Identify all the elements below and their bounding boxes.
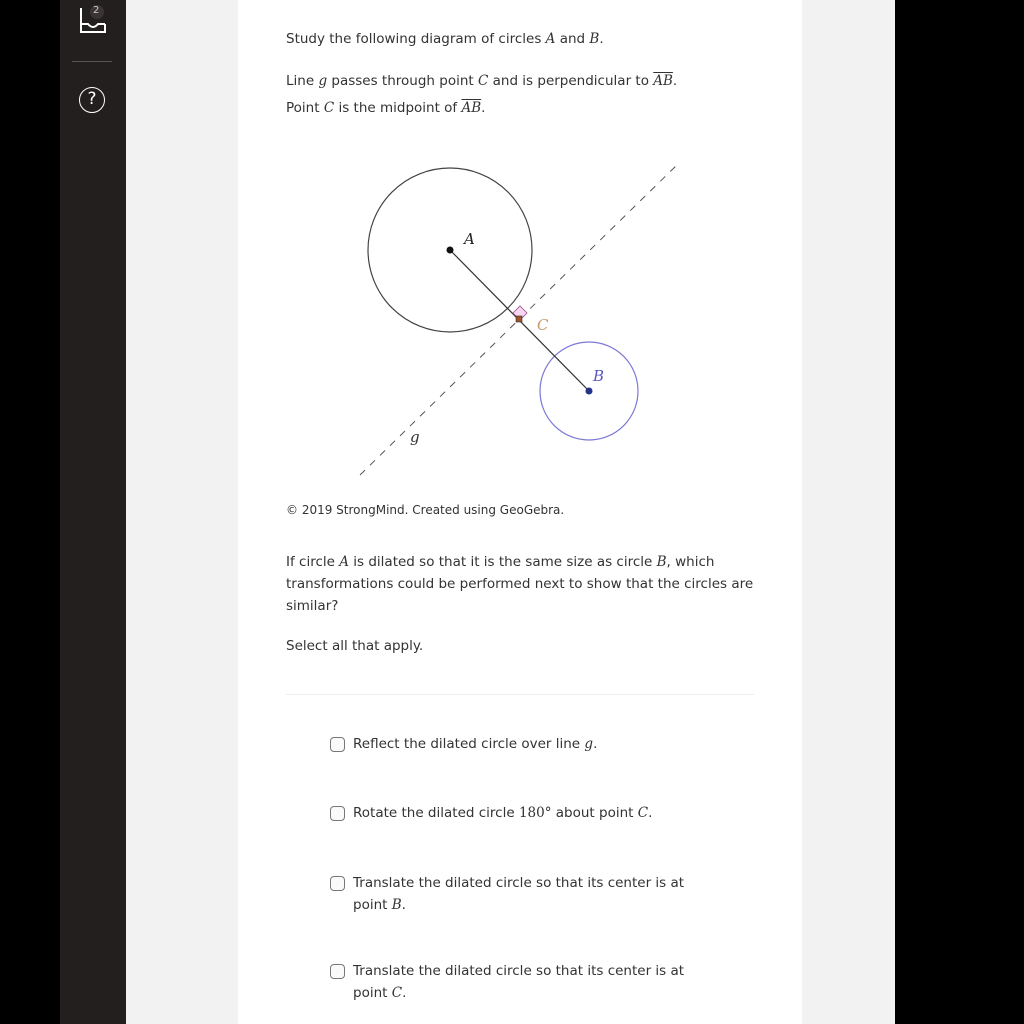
instruction-text: Select all that apply. bbox=[286, 638, 424, 654]
option-translate-b[interactable]: Translate the dilated circle so that its center is at point B. bbox=[330, 872, 690, 916]
point-b bbox=[586, 388, 593, 395]
checkbox[interactable] bbox=[330, 964, 345, 979]
help-button[interactable] bbox=[79, 87, 105, 113]
geometry-diagram bbox=[238, 0, 802, 500]
label-c: C bbox=[537, 316, 549, 334]
question-prompt: If circle A is dilated so that it is the same size as circle B, which transformations could be performed next to show that the circles are similar? bbox=[286, 554, 754, 614]
option-reflect[interactable]: Reflect the dilated circle over line g. bbox=[330, 733, 710, 755]
left-gutter bbox=[126, 0, 238, 1024]
label-b: B bbox=[593, 367, 605, 385]
label-a: A bbox=[464, 230, 475, 248]
divider bbox=[72, 61, 112, 62]
inbox-button[interactable] bbox=[78, 4, 108, 34]
right-gutter bbox=[802, 0, 895, 1024]
credit-text: © 2019 StrongMind. Created using GeoGebra. bbox=[286, 503, 565, 517]
sidebar bbox=[60, 0, 126, 1024]
option-translate-c[interactable]: Translate the dilated circle so that its center is at point C. bbox=[330, 960, 690, 1004]
question-panel bbox=[238, 0, 802, 1024]
help-icon: ? bbox=[87, 89, 97, 109]
checkbox[interactable] bbox=[330, 737, 345, 752]
point-a bbox=[447, 247, 454, 254]
option-rotate[interactable]: Rotate the dilated circle 180° about point C. bbox=[330, 802, 710, 824]
label-g: g bbox=[410, 428, 420, 446]
checkbox[interactable] bbox=[330, 806, 345, 821]
point-c bbox=[516, 316, 522, 322]
inbox-badge: 2 bbox=[93, 5, 100, 16]
given-line-1: Line g passes through point C and is perpendicular to $\overline{AB}$. bbox=[286, 73, 678, 89]
divider bbox=[286, 694, 754, 695]
checkbox[interactable] bbox=[330, 876, 345, 891]
given-line-2: Point C is the midpoint of $\overline{AB}$. bbox=[286, 100, 486, 116]
intro-text: Study the following diagram of circles A and B. bbox=[286, 31, 604, 47]
